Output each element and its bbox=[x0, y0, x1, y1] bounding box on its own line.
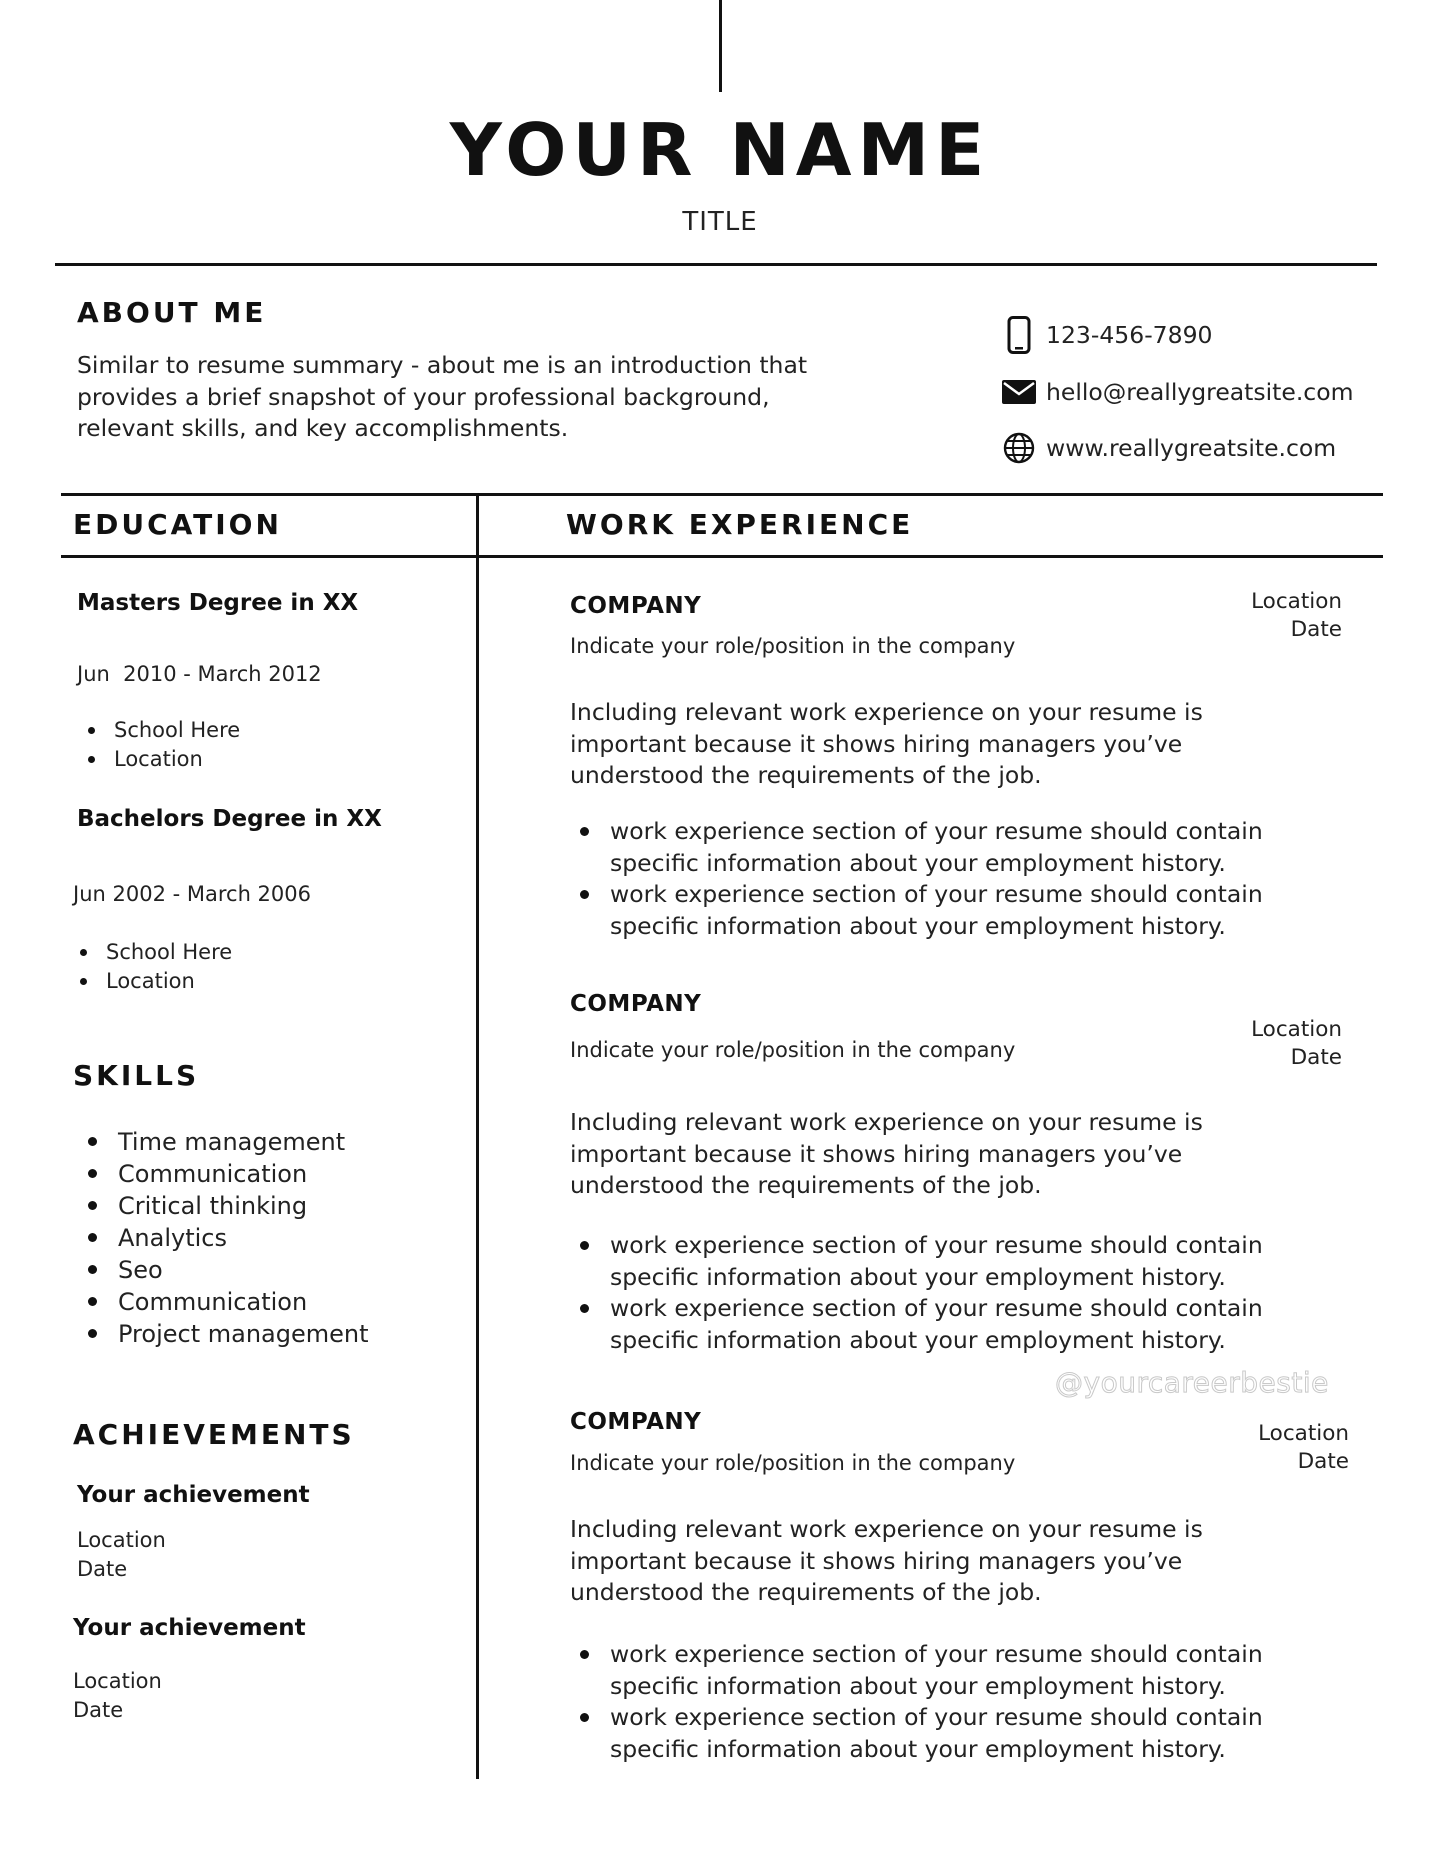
list-item: Location bbox=[70, 967, 232, 996]
website-text[interactable]: www.reallygreatsite.com bbox=[1046, 434, 1337, 462]
education-heading: EDUCATION bbox=[73, 508, 282, 541]
section-divider-top bbox=[61, 493, 1383, 496]
header-divider bbox=[55, 263, 1377, 266]
job-1-bullets bbox=[570, 816, 1290, 942]
achievement-2-date: Date bbox=[73, 1698, 124, 1722]
job-1-meta bbox=[1251, 588, 1342, 644]
skill-item: Communication bbox=[74, 1158, 369, 1190]
degree-1-details bbox=[78, 716, 240, 774]
job-2-meta bbox=[1251, 1016, 1342, 1072]
job-title: TITLE bbox=[682, 207, 758, 237]
job-2-bullets bbox=[570, 1230, 1290, 1356]
degree-2-title: Bachelors Degree in XX bbox=[77, 806, 382, 832]
about-text: Similar to resume summary - about me is an introduction that provides a brief snapshot of your professional background, relevant skills, and key accomplishments. bbox=[77, 351, 808, 442]
skill-item: Seo bbox=[74, 1254, 369, 1286]
skill-item: Project management bbox=[74, 1318, 369, 1350]
achievements-heading: ACHIEVEMENTS bbox=[73, 1418, 355, 1451]
skill-item: Time management bbox=[74, 1126, 369, 1158]
achievement-1-date: Date bbox=[77, 1557, 128, 1581]
job-3-company: COMPANY bbox=[570, 1409, 702, 1435]
watermark-text: @yourcareerbestie bbox=[1055, 1366, 1329, 1399]
list-item: Location bbox=[78, 745, 240, 774]
phone-text[interactable]: 123-456-7890 bbox=[1046, 321, 1213, 349]
section-divider-bottom bbox=[61, 555, 1383, 558]
job-3-date: Date bbox=[1297, 1449, 1349, 1474]
skills-heading: SKILLS bbox=[73, 1059, 200, 1092]
job-3-bullets bbox=[570, 1639, 1290, 1765]
list-item: work experience section of your resume should contain specific information about your employment history. bbox=[570, 1639, 1290, 1702]
contact-website bbox=[1002, 428, 1336, 468]
job-1-description: Including relevant work experience on your resume is important because it shows hiring managers you’ve understood the requirements of the job. bbox=[570, 698, 1203, 789]
achievement-1-title: Your achievement bbox=[77, 1482, 310, 1508]
job-1-date: Date bbox=[1290, 617, 1342, 642]
list-item: work experience section of your resume should contain specific information about your employment history. bbox=[570, 1293, 1290, 1356]
list-item: work experience section of your resume should contain specific information about your employment history. bbox=[570, 1702, 1290, 1765]
achievement-2-title: Your achievement bbox=[73, 1615, 306, 1641]
list-item: work experience section of your resume should contain specific information about your employment history. bbox=[570, 879, 1290, 942]
job-2-role: Indicate your role/position in the company bbox=[570, 1038, 1016, 1062]
job-1-company: COMPANY bbox=[570, 593, 702, 619]
list-item: School Here bbox=[78, 716, 240, 745]
list-item: work experience section of your resume should contain specific information about your employment history. bbox=[570, 816, 1290, 879]
contact-email bbox=[1002, 372, 1354, 412]
about-heading: ABOUT ME bbox=[77, 296, 267, 329]
job-2-date: Date bbox=[1290, 1045, 1342, 1070]
degree-1-dates: Jun 2010 - March 2012 bbox=[77, 662, 322, 686]
name-heading: YOUR NAME bbox=[449, 108, 991, 192]
work-heading: WORK EXPERIENCE bbox=[566, 508, 914, 541]
job-2-company: COMPANY bbox=[570, 991, 702, 1017]
skill-item: Analytics bbox=[74, 1222, 369, 1254]
job-3-description: Including relevant work experience on your resume is important because it shows hiring managers you’ve understood the requirements of the job. bbox=[570, 1515, 1203, 1606]
list-item: work experience section of your resume should contain specific information about your employment history. bbox=[570, 1230, 1290, 1293]
achievement-1-location: Location bbox=[77, 1528, 166, 1552]
degree-1-title: Masters Degree in XX bbox=[77, 590, 359, 616]
globe-icon bbox=[1002, 428, 1036, 468]
skill-item: Communication bbox=[74, 1286, 369, 1318]
column-divider bbox=[476, 493, 479, 1779]
job-3-role: Indicate your role/position in the company bbox=[570, 1451, 1016, 1475]
job-2-location: Location bbox=[1251, 1017, 1342, 1042]
contact-phone bbox=[1002, 315, 1212, 355]
degree-2-dates: Jun 2002 - March 2006 bbox=[73, 882, 311, 906]
job-3-location: Location bbox=[1258, 1421, 1349, 1446]
degree-2-details bbox=[70, 938, 232, 996]
job-1-role: Indicate your role/position in the company bbox=[570, 634, 1016, 658]
achievement-2-location: Location bbox=[73, 1669, 162, 1693]
email-text[interactable]: hello@reallygreatsite.com bbox=[1046, 378, 1354, 406]
list-item: School Here bbox=[70, 938, 232, 967]
job-3-meta bbox=[1258, 1420, 1349, 1476]
skill-item: Critical thinking bbox=[74, 1190, 369, 1222]
email-icon bbox=[1002, 372, 1036, 412]
job-1-location: Location bbox=[1251, 589, 1342, 614]
job-2-description: Including relevant work experience on your resume is important because it shows hiring managers you’ve understood the requirements of the job. bbox=[570, 1108, 1203, 1199]
phone-icon bbox=[1002, 315, 1036, 355]
skills-list bbox=[74, 1126, 369, 1350]
top-vertical-line bbox=[719, 0, 722, 92]
